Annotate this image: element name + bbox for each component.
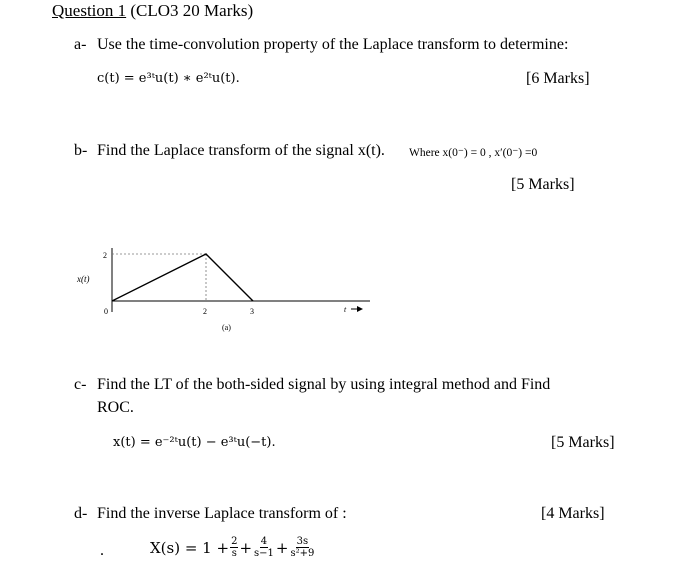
part-b-text: Find the Laplace transform of the signal x(t). xyxy=(97,142,385,159)
x-tick-0: 0 xyxy=(104,307,108,316)
part-d-label: d- xyxy=(74,505,88,522)
time-arrow-head xyxy=(357,306,363,312)
question-header xyxy=(52,1,253,21)
part-c-equation: x(t) = e⁻²ᵗu(t) − e³ᵗu(−t). xyxy=(113,435,276,450)
part-a-marks: [6 Marks] xyxy=(526,70,590,87)
y-tick-2: 2 xyxy=(103,251,107,260)
question-total-marks: (CLO3 20 Marks) xyxy=(130,1,254,20)
part-c-marks: [5 Marks] xyxy=(551,434,615,451)
fraction-1-numerator: 2 xyxy=(231,536,238,547)
part-b-conditions: Where x(0⁻) = 0 , x′(0⁻) =0 xyxy=(409,147,538,159)
part-a-equation: c(t) = e³ᵗu(t) ∗ e²ᵗu(t). xyxy=(97,71,240,86)
fraction-2-numerator: 4 xyxy=(260,536,268,547)
part-d-text: Find the inverse Laplace transform of : xyxy=(97,505,347,522)
plus-sign: + xyxy=(275,538,289,557)
fraction-3 xyxy=(289,536,315,559)
part-a-text: Use the time-convolution property of the Laplace transform to determine: xyxy=(97,36,569,53)
part-d-equation xyxy=(150,536,316,559)
plus-sign: + xyxy=(239,538,253,557)
figure-caption: (a) xyxy=(222,323,231,332)
x-tick-3: 3 xyxy=(250,307,254,316)
part-c-text-line2: ROC. xyxy=(97,399,134,416)
signal-plot xyxy=(70,240,380,335)
part-c-label: c- xyxy=(74,376,87,393)
fraction-1-denominator: s xyxy=(231,548,237,559)
part-d-bullet: . xyxy=(100,542,104,559)
fraction-3-numerator: 3s xyxy=(296,536,309,547)
part-b-marks: [5 Marks] xyxy=(511,176,575,193)
plot-y-label: x(t) xyxy=(77,274,90,284)
fraction-2 xyxy=(253,536,275,559)
x-tick-2: 2 xyxy=(203,307,207,316)
part-d-marks: [4 Marks] xyxy=(541,505,605,522)
fraction-1 xyxy=(230,536,238,559)
question-title: Question 1 xyxy=(52,1,127,20)
part-a-label: a- xyxy=(74,36,87,53)
time-axis-label: t xyxy=(344,305,347,314)
equation-lhs: X(s) = 1 + xyxy=(150,538,230,557)
part-c-text-line1: Find the LT of the both-sided signal by using integral method and Find xyxy=(97,376,551,393)
signal-trace xyxy=(112,254,253,301)
part-b-label: b- xyxy=(74,142,88,159)
fraction-3-denominator: s²+9 xyxy=(290,548,315,559)
fraction-2-denominator: s−1 xyxy=(254,548,274,559)
